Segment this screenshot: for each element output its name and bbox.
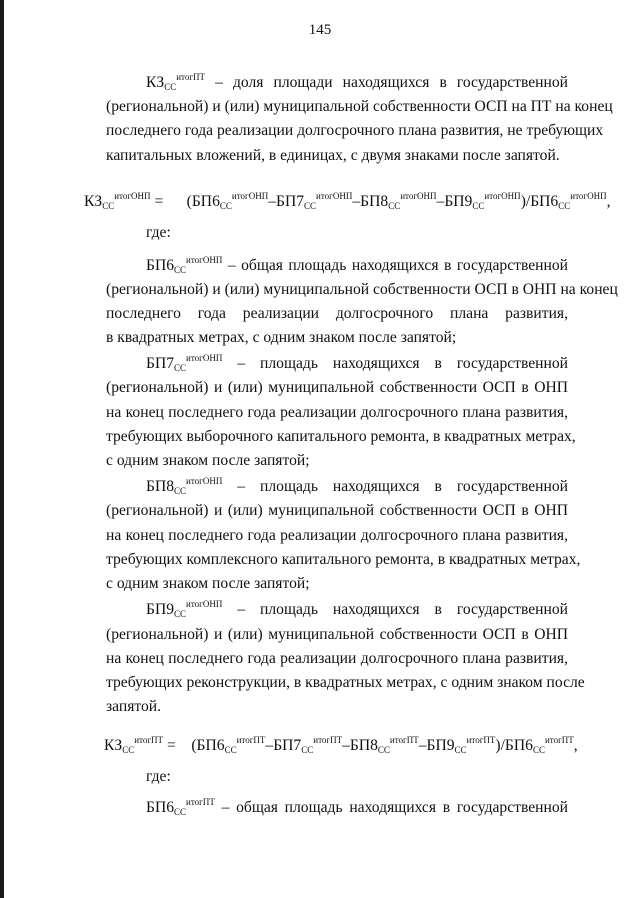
definition-bp6-pt-line1: $БП6_{СС}^{итогПТ}$ – общая площадь находящихся в государственной	[146, 797, 568, 817]
term-kz-pt: $КЗ_{СС}^{итогПТ}$	[146, 72, 206, 92]
definition-bp7-line2: (региональной) и (или) муниципальной собственности ОСП в ОНП	[106, 379, 568, 396]
formula-kz-pt: $КЗ_{СС}^{итогПТ}$ = $(БП6_{СС}^{итогПТ}-БП7_{СС}^{итогПТ}-БП8_{СС}^{итогПТ}-БП9_{СС}^{итогПТ})/БП6_{СС}^{итогПТ}$,	[104, 735, 578, 755]
definition-bp8-line4: требующих комплексного капитального ремонта, в квадратных метрах,	[106, 551, 581, 568]
definition-bp9-line3: на конец последнего года реализации долгосрочного плана развития,	[106, 650, 568, 667]
definition-bp6-onp-line3: последнего года реализации долгосрочного плана развития,	[106, 305, 568, 322]
definition-bp7-line5: с одним знаком после запятой;	[106, 452, 310, 469]
definition-bp6-onp-line1: $БП6_{СС}^{итогОНП}$ – общая площадь находящихся в государственной	[146, 255, 568, 275]
where-label-2: где:	[146, 768, 171, 785]
definition-bp7-line1: $БП7_{СС}^{итогОНП}$ – площадь находящихся в государственной	[146, 353, 568, 373]
definition-bp8-line1: $БП8_{СС}^{итогОНП}$ – площадь находящихся в государственной	[146, 476, 568, 496]
definition-kz-pt-line1: $КЗ_{СС}^{итогПТ}$ – доля площади находящихся в государственной	[146, 72, 568, 92]
term-bp9: $БП9_{СС}^{итогОНП}$	[146, 599, 223, 619]
term-bp8: $БП8_{СС}^{итогОНП}$	[146, 476, 223, 496]
definition-bp8-line3: на конец последнего года реализации долгосрочного плана развития,	[106, 527, 568, 544]
definition-bp8-line2: (региональной) и (или) муниципальной собственности ОСП в ОНП	[106, 502, 568, 519]
scan-edge	[0, 0, 4, 898]
definition-bp9-line4: требующих реконструкции, в квадратных метрах, с одним знаком после	[106, 674, 585, 691]
definition-bp6-onp-line2: (региональной) и (или) муниципальной собственности ОСП в ОНП на конец	[106, 281, 618, 298]
definition-kz-pt-line4: капитальных вложений, в единицах, с двумя знаками после запятой.	[106, 147, 560, 164]
definition-bp8-line5: с одним знаком после запятой;	[106, 575, 310, 592]
definition-bp7-line4: требующих выборочного капитального ремонта, в квадратных метрах,	[106, 428, 576, 445]
term-bp7: $БП7_{СС}^{итогОНП}$	[146, 353, 223, 373]
definition-kz-pt-line2: (региональной) и (или) муниципальной собственности ОСП на ПТ на конец	[106, 98, 613, 115]
definition-bp9-line2: (региональной) и (или) муниципальной собственности ОСП в ОНП	[106, 626, 568, 643]
term-bp6-onp: $БП6_{СС}^{итогОНП}$	[146, 255, 223, 275]
definition-bp9-line5: запятой.	[106, 698, 162, 715]
where-label-1: где:	[146, 224, 171, 241]
formula-kz-onp: $КЗ_{СС}^{итогОНП}$ = $(БП6_{СС}^{итогОНП}-БП7_{СС}^{итогОНП}-БП8_{СС}^{итогОНП}-БП9_{СС}^{итогОНП})/БП6_{СС}^{итогОНП}$,	[84, 191, 611, 211]
definition-bp6-onp-line4: в квадратных метрах, с одним знаком после запятой;	[106, 329, 457, 346]
definition-kz-pt-line3: последнего года реализации долгосрочного плана развития, не требующих	[106, 122, 604, 139]
definition-bp9-line1: $БП9_{СС}^{итогОНП}$ – площадь находящихся в государственной	[146, 599, 568, 619]
term-bp6-pt: $БП6_{СС}^{итогПТ}$	[146, 797, 215, 817]
page-number: 145	[308, 22, 332, 38]
definition-bp7-line3: на конец последнего года реализации долгосрочного плана развития,	[106, 404, 568, 421]
